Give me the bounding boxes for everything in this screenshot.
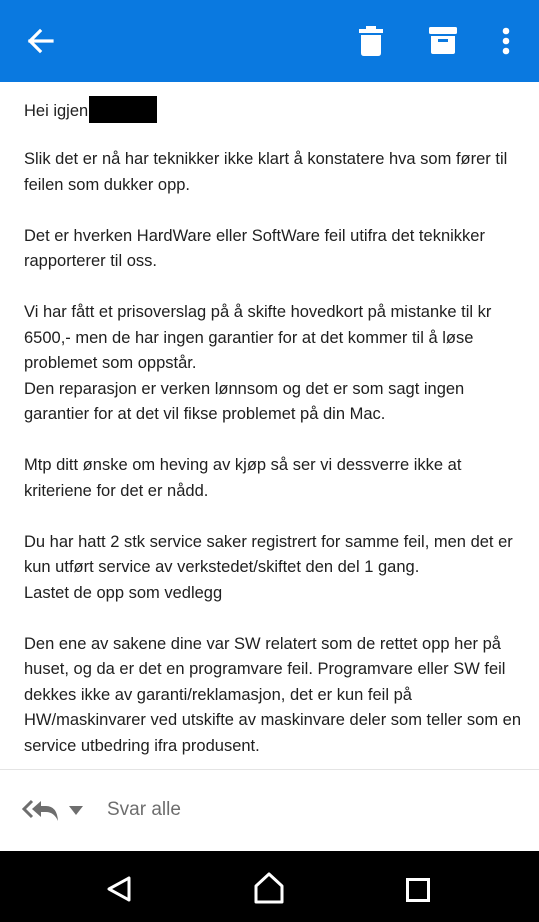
message-paragraph: Det er hverken HardWare eller SoftWare feil utifra det teknikker rapporterer til oss. (24, 226, 485, 270)
app-toolbar (0, 0, 539, 82)
reply-bar (0, 770, 539, 850)
message-paragraph: Slik det er nå har teknikker ikke klart å konstatere hva som fører til feilen som dukker opp. (24, 150, 508, 194)
dropdown-arrow-icon[interactable] (69, 806, 83, 815)
message-paragraph: Vi har fått et prisoverslag på å skifte hovedkort på mistanke til kr 6500,- men de har ingen garantier for at det kommer til å løse problemet som oppstår. Den reparasjon er verken lønnsom og det er som sagt ingen garantier for at det vil fikse problemet på din Mac. (24, 303, 492, 423)
message-paragraph: Den ene av sakene dine var SW relatert som de rettet opp her på huset, og da er det en programvare feil. Programvare eller SW feil dekkes ikke av garanti/reklamasjon, det er kun feil på HW/maskinvarer ved utskifte av maskinvare deler som teller som en service utbedring ifra produsent. (24, 634, 521, 755)
message-greeting (24, 96, 524, 122)
system-nav-bar (0, 851, 539, 922)
archive-icon[interactable] (429, 27, 457, 54)
nav-back-icon[interactable] (105, 875, 133, 903)
message-paragraph: Du har hatt 2 stk service saker registrert for samme feil, men det er kun utført service av verkstedet/skiftet den del 1 gang. Lastet de opp som vedlegg (24, 532, 513, 602)
reply-all-button[interactable]: Svar alle (107, 799, 181, 820)
message-body (24, 96, 524, 785)
more-vertical-icon[interactable] (499, 27, 513, 55)
reply-all-icon[interactable] (22, 799, 60, 823)
arrow-left-icon[interactable] (26, 28, 54, 54)
trash-icon[interactable] (358, 26, 384, 56)
redacted-name (89, 96, 157, 123)
nav-recents-icon[interactable] (406, 878, 430, 902)
message-paragraph: Mtp ditt ønske om heving av kjøp så ser vi dessverre ikke at kriteriene for det er nådd. (24, 456, 462, 500)
nav-home-icon[interactable] (254, 872, 284, 904)
greeting-text: Hei igjen (24, 102, 89, 120)
